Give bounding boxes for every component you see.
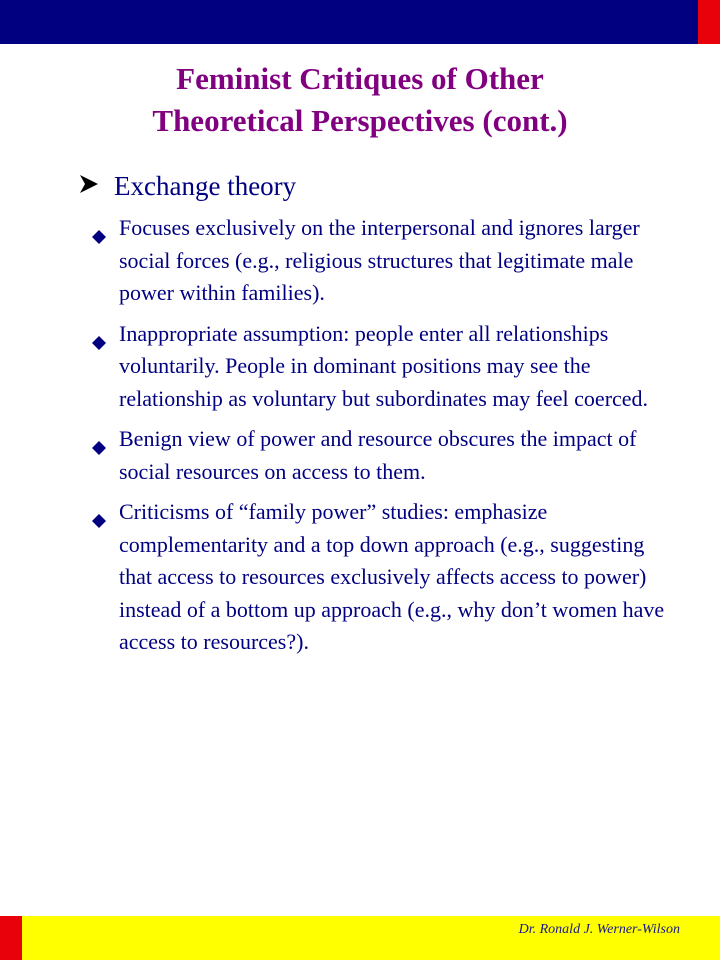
slide-title	[0, 58, 720, 142]
diamond-bullet-icon	[92, 327, 106, 341]
bullet-list	[92, 212, 682, 667]
diamond-bullet-icon	[92, 221, 106, 235]
arrow-bullet-icon	[78, 168, 100, 204]
section-heading	[78, 168, 296, 204]
section-heading-text: Exchange theory	[114, 171, 297, 201]
top-banner	[0, 0, 698, 44]
bullet-text: Benign view of power and resource obscures the impact of social resources on access to them.	[119, 426, 637, 484]
title-line-1: Feminist Critiques of Other	[176, 61, 544, 96]
list-item	[92, 318, 682, 416]
diamond-bullet-icon	[92, 432, 106, 446]
top-red-accent	[698, 0, 720, 44]
list-item	[92, 212, 682, 310]
bullet-text: Inappropriate assumption: people enter all relationships voluntarily. People in dominant positions may see the relationship as voluntary but subordinates may feel coerced.	[119, 320, 649, 411]
list-item	[92, 423, 682, 488]
bottom-red-accent	[0, 916, 22, 960]
bullet-text: Criticisms of “family power” studies: emphasize complementarity and a top down approach (e.g., suggesting that access to resources exclusively affects access to power) instead of a bottom up approach (e.g., why don’t women have access to resources?).	[119, 499, 665, 654]
title-line-2: Theoretical Perspectives (cont.)	[152, 103, 568, 138]
footer-author: Dr. Ronald J. Werner-Wilson	[518, 922, 680, 937]
list-item	[92, 496, 682, 659]
diamond-bullet-icon	[92, 505, 106, 519]
bullet-text: Focuses exclusively on the interpersonal and ignores larger social forces (e.g., religious structures that legitimate male power within families).	[119, 215, 640, 305]
